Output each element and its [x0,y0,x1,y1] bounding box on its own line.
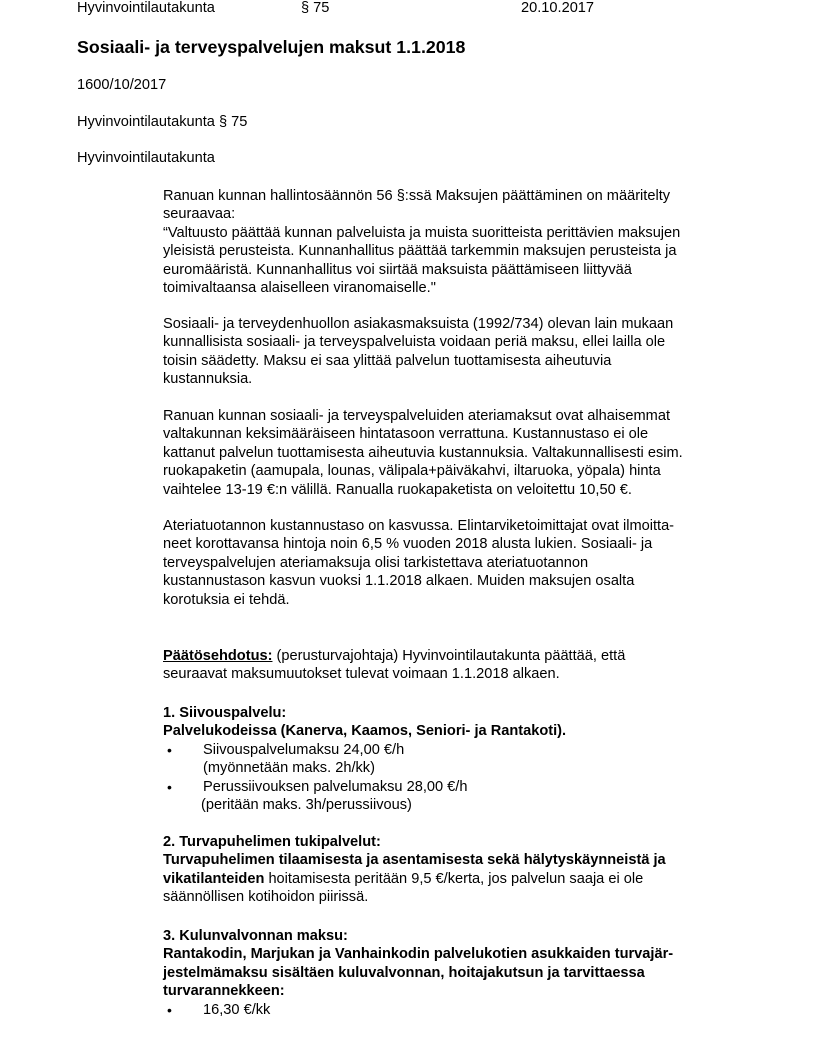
text-line: terveyspalvelujen ateriamaksuja olisi tarkistettava ateriatuotannon [163,554,589,571]
section-heading: 1. Siivouspalvelu: [163,705,287,721]
bullet-icon: • [167,741,172,758]
text-line: seuraavaa: [163,206,236,223]
diary-number: 1600/10/2017 [77,77,167,93]
section-safety-phone [163,833,763,907]
proposal-line2: seuraavat maksumuutokset tulevat voimaan 1.1.2018 alkaen. [163,666,560,683]
section-heading: 2. Turvapuhelimen tukipalvelut: [163,834,381,850]
fee-note: (myönnetään maks. 2h/kk) [203,760,375,777]
paragraph-customer-fees-law [163,315,763,389]
text-line: Rantakodin, Marjukan ja Vanhainkodin palvelukotien asukkaiden turvajär- [163,946,674,963]
text-line: toimivaltaansa alaiselleen viranomaiselle." [163,280,436,297]
board-section: Hyvinvointilautakunta § 75 [77,114,248,130]
text-line: kattanut palvelun tuottamisesta aiheutuvia kustannuksia. Valtakunnallisesti esim. [163,444,683,461]
text-line: jestelmämaksu sisältäen kuluvalvonnan, hoitajakutsun ja tarvittaessa [163,964,645,981]
page-title: Sosiaali- ja terveyspalvelujen maksut 1.1.2018 [77,37,466,57]
header-date: 20.10.2017 [521,0,595,16]
text-line: hoitamisesta peritään 9,5 €/kerta, jos palvelun saaja ei ole [264,870,644,887]
section-subheading: Palvelukodeissa (Kanerva, Kaamos, Seniori- ja Rantakoti). [163,723,567,740]
text-line: euromääristä. Kunnanhallitus voi siirtää maksuista päättämiseen liittyvää [163,261,632,278]
bullet-icon: • [167,1001,172,1018]
section-cleaning-service [163,704,763,814]
list-item [163,778,763,796]
text-line: yleisistä perusteista. Kunnanhallitus päättää tarkemmin maksujen perusteista ja [163,243,677,260]
text-line: toisin säädetty. Maksu ei saa ylittää palvelun tuottamisesta aiheutuvia [163,352,612,369]
text-line: kustannustason kasvun vuoksi 1.1.2018 alkaen. Muiden maksujen osalta [163,573,635,590]
text-line: vaihtelee 13-19 €:n välillä. Ranualla ruokapaketista on veloitettu 10,50 €. [163,481,632,498]
text-bold: vikatilanteiden [163,870,265,887]
paragraph-cost-increase [163,517,763,609]
text-line: kunnallisista sosiaali- ja terveyspalveluista voidaan periä maksu, ellei lailla ole [163,334,666,351]
text-line: säännöllisen kotihoidon piirissä. [163,889,369,906]
paragraph-meal-fees [163,407,763,499]
fee-item: Perussiivouksen palvelumaksu 28,00 €/h [203,778,468,795]
list-item [163,741,763,759]
text-line: Sosiaali- ja terveydenhuollon asiakasmaksuista (1992/734) olevan lain mukaan [163,316,674,332]
paragraph-administrative-rule [163,187,763,297]
board-name: Hyvinvointilautakunta [77,150,215,166]
header-section: § 75 [301,0,330,16]
text-line: korotuksia ei tehdä. [163,591,290,608]
text-line: valtakunnan keksimääräiseen hintatasoon verrattuna. Kustannustaso ei ole [163,426,649,443]
text-line: turvarannekkeen: [163,983,285,1000]
text-line: Ranuan kunnan sosiaali- ja terveyspalveluiden ateriamaksut ovat alhaisemmat [163,408,671,424]
section-heading: 3. Kulunvalvonnan maksu: [163,928,348,944]
text-line: kustannuksia. [163,371,253,388]
fee-item: 16,30 €/kk [203,1001,271,1018]
section-access-control [163,927,763,1019]
bullet-icon: • [167,778,172,795]
fee-note: (peritään maks. 3h/perussiivous) [201,797,412,813]
text-line: “Valtuusto päättää kunnan palveluista ja muista suoritteista perittävien maksujen [163,224,681,241]
text-line: Ranuan kunnan hallintosäännön 56 §:ssä Maksujen päättäminen on määritelty [163,188,671,204]
list-item [163,1001,763,1019]
decision-proposal [163,647,763,684]
text-line: neet korottavansa hintoja noin 6,5 % vuoden 2018 alusta lukien. Sosiaali- ja [163,536,653,553]
fee-item: Siivouspalvelumaksu 24,00 €/h [203,741,405,758]
text-line: Turvapuhelimen tilaamisesta ja asentamisesta sekä hälytyskäynneistä ja [163,852,666,869]
text-line: ruokapaketin (aamupala, lounas, välipala+päiväkahvi, iltaruoka, yöpala) hinta [163,463,661,480]
text-line: Ateriatuotannon kustannustaso on kasvussa. Elintarviketoimittajat ovat ilmoitta- [163,518,675,534]
proposal-line1: (perusturvajohtaja) Hyvinvointilautakunta päättää, että [272,648,626,664]
proposal-label: Päätösehdotus: [163,648,273,664]
header-board: Hyvinvointilautakunta [77,0,215,16]
